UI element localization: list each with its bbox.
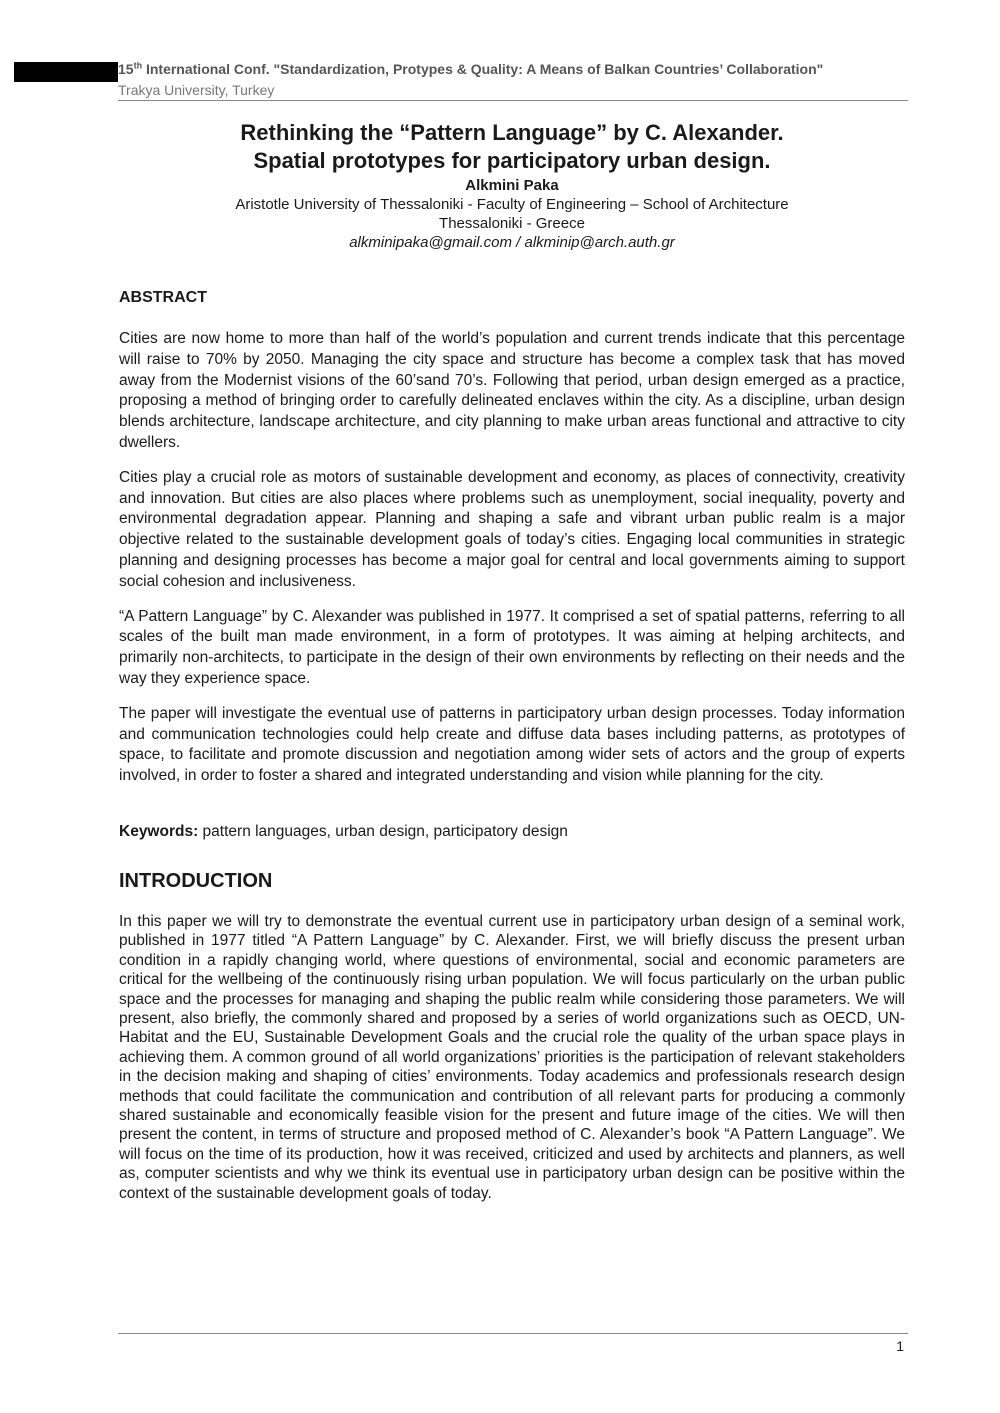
title-block: [118, 119, 906, 252]
author-email: alkminipaka@gmail.com / alkminip@arch.auth.gr: [349, 234, 675, 251]
redaction-block: [14, 62, 118, 82]
abstract-paragraph-1: Cities are now home to more than half of the world’s population and current trends indicate that this percentage will raise to 70% by 2050. Managing the city space and structure has become a complex task that has moved away from the Modernist visions of the 60’sand 70’s. Following that period, urban design emerged as a practice, proposing a method of bringing order to carefully delineated enclaves within the city. As a discipline, urban design blends architecture, landscape architecture, and city planning to make urban areas functional and attractive to city dwellers.: [119, 330, 905, 451]
conference-name: 15th International Conf. "Standardization, Protypes & Quality: A Means of Balkan Countries’ Collaboration": [118, 60, 824, 77]
paper-body: [119, 287, 905, 1203]
host-university: Trakya University, Turkey: [118, 82, 275, 98]
abstract-paragraph-3: “A Pattern Language” by C. Alexander was published in 1977. It comprised a set of spatial patterns, referring to all scales of the built man made environment, in a form of prototypes. It was aiming at helping architects, and primarily non-architects, to participate in the design of their own environments by reflecting on their needs and the way they experience space.: [119, 607, 905, 687]
keywords-text: pattern languages, urban design, participatory design: [198, 822, 568, 840]
keywords-line: [119, 821, 905, 842]
page-number: 1: [896, 1338, 904, 1354]
paper-title-line-2: Spatial prototypes for participatory urban design.: [253, 148, 771, 173]
introduction-heading: INTRODUCTION: [119, 869, 273, 892]
keywords-label: Keywords:: [119, 822, 199, 840]
author-affiliation: Aristotle University of Thessaloniki - Faculty of Engineering – School of Architecture: [235, 196, 789, 213]
abstract-heading: ABSTRACT: [119, 289, 207, 306]
abstract-paragraph-2: Cities play a crucial role as motors of sustainable development and economy, as places of connectivity, creativity and innovation. But cities are also places where problems such as unemployment, social inequality, poverty and environmental degradation appear. Planning and shaping a safe and vibrant urban public realm is a major objective related to the sustainable development goals of today’s cities. Engaging local communities in strategic planning and designing processes has become a major goal for central and local governments aiming to support social cohesion and inclusiveness.: [119, 468, 905, 590]
abstract-paragraph-4: The paper will investigate the eventual use of patterns in participatory urban design processes. Today information and communication technologies could help create and diffuse data bases including patterns, as prototypes of space, to facilitate and promote discussion and negotiation among wider sets of actors and the group of experts involved, in order to foster a shared and integrated understanding and vision while planning for the city.: [119, 704, 905, 785]
running-header: [118, 60, 908, 99]
footer-divider: [118, 1333, 908, 1334]
introduction-paragraph: In this paper we will try to demonstrate the eventual current use in participatory urban design of a seminal work, published in 1977 titled “A Pattern Language” by C. Alexander. First, we will briefly discuss the present urban condition in a rapidly changing world, where questions of environmental, social and economic parameters are critical for the wellbeing of the continuously rising urban population. We will focus particularly on the urban public space and the processes for managing and shaping the public realm while considering those parameters. We will present, also briefly, the commonly shared and proposed by a series of world organizations such as OECD, UN-Habitat and the EU, Sustainable Development Goals and the crucial role the quality of the urban space plays in achieving them. A common ground of all world organizations’ priorities is the participation of relevant stakeholders in the decision making and shaping of cities’ environments. Today academics and professionals research design methods that could facilitate the communication and contribution of all relevant parts for producing a commonly shared sustainable and economically feasible vision for the present and future image of the cities. We will then present the content, in terms of structure and proposed method of C. Alexander’s book “A Pattern Language”. We will focus on the time of its production, how it was received, criticized and used by architects and planners, as well as, computer scientists and why we think its eventual use in participatory urban design can be positive within the context of the sustainable development goals of today.: [119, 912, 905, 1202]
paper-title-line-1: Rethinking the “Pattern Language” by C. Alexander.: [240, 120, 784, 145]
header-divider: [118, 100, 908, 101]
author-name: Alkmini Paka: [465, 177, 559, 194]
author-location: Thessaloniki - Greece: [439, 215, 585, 232]
